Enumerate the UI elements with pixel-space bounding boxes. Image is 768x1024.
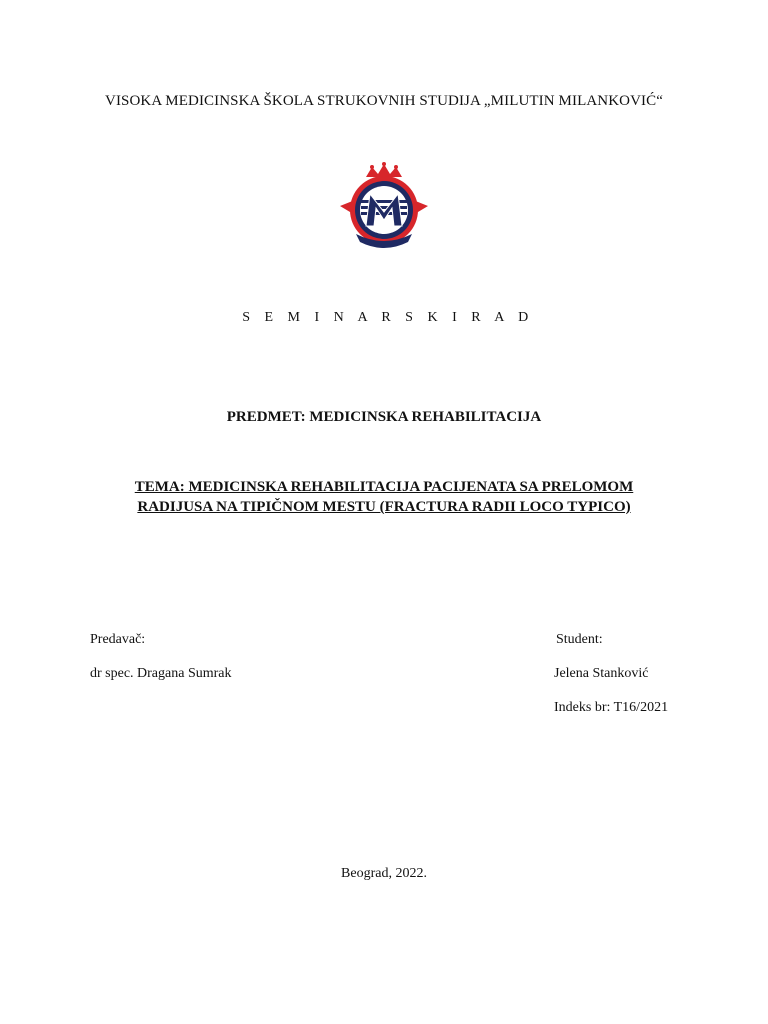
topic-line-2: RADIJUSA NA TIPIČNOM MESTU (FRACTURA RADII LOCO TYPICO)	[137, 499, 631, 515]
topic-line-1: TEMA: MEDICINSKA REHABILITACIJA PACIJENATA SA PRELOMOM	[134, 479, 634, 495]
student-name: Jelena Stanković	[554, 666, 649, 681]
school-name: VISOKA MEDICINSKA ŠKOLA STRUKOVNIH STUDIJA „MILUTIN MILANKOVIĆ“	[105, 93, 663, 109]
student-label: Student:	[556, 632, 603, 647]
document-type-title: S E M I N A R S K I R A D	[242, 310, 534, 325]
student-index: Indeks br: T16/2021	[554, 700, 669, 715]
lecturer-label: Predavač:	[90, 632, 146, 647]
svg-text:2006: 2006	[377, 227, 391, 233]
subject-heading: PREDMET: MEDICINSKA REHABILITACIJA	[226, 409, 542, 425]
place-and-date: Beograd, 2022.	[341, 866, 427, 881]
lecturer-name: dr spec. Dragana Sumrak	[90, 666, 232, 681]
school-crest-logo-icon	[336, 160, 432, 256]
topic-heading	[0, 477, 768, 517]
